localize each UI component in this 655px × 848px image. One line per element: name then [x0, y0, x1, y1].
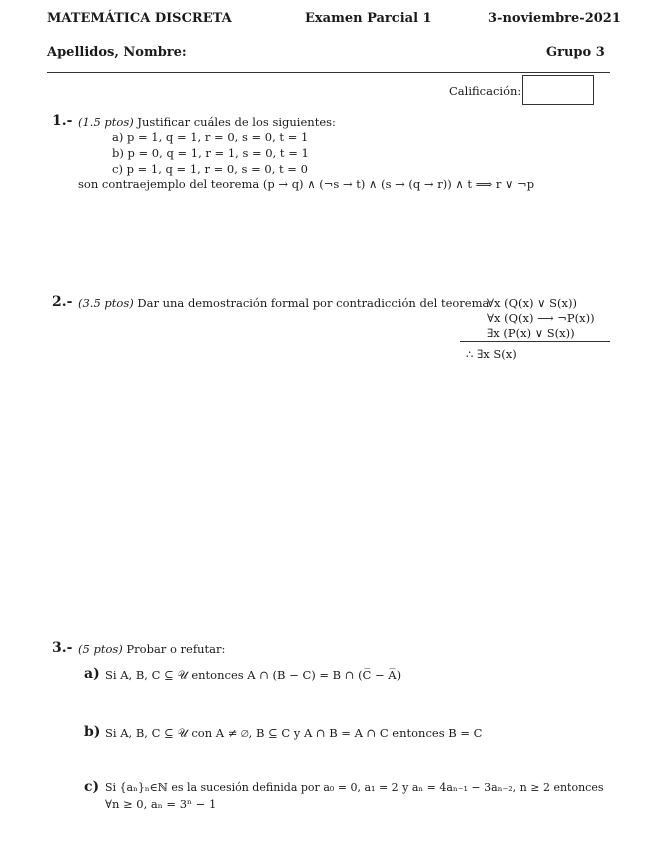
q3-part-b-label: b) — [84, 724, 101, 740]
q3-part-b-text: Si A, B, C ⊆ 𝒰 con A ≠ ∅, B ⊆ C y A ∩ B = A ∩ C entonces B = C — [105, 726, 483, 740]
q3-statement — [78, 641, 225, 657]
q2-premise-2: ∀x (Q(x) ⟶ ¬P(x)) — [487, 311, 595, 325]
q3-number: 3.- — [52, 640, 73, 656]
q2-premise-3: ∃x (P(x) ∨ S(x)) — [487, 326, 575, 340]
q1-number: 1.- — [52, 113, 73, 129]
grade-label: Calificación: — [449, 84, 522, 98]
grade-box — [522, 75, 594, 105]
name-label: Apellidos, Nombre: — [47, 45, 187, 60]
q2-premise-1: ∀x (Q(x) ∨ S(x)) — [487, 296, 578, 310]
q1-prompt: Justificar cuáles de los siguientes: — [137, 115, 336, 129]
course-title: MATEMÁTICA DISCRETA — [47, 11, 232, 26]
exam-title: Examen Parcial 1 — [305, 11, 432, 26]
q3-part-a-label: a) — [84, 666, 100, 682]
group-label: Grupo 3 — [546, 45, 605, 60]
q3-part-c-text-2: ∀n ≥ 0, aₙ = 3ⁿ − 1 — [105, 797, 217, 811]
q2-statement — [78, 295, 489, 311]
q1-points: (1.5 ptos) — [78, 115, 134, 129]
exam-date: 3-noviembre-2021 — [488, 11, 621, 26]
q3-part-a-text: Si A, B, C ⊆ 𝒰 entonces A ∩ (B − C) = B ∩ (C̅ − A̅) — [105, 668, 402, 682]
q2-points: (3.5 ptos) — [78, 296, 134, 310]
q3-prompt: Probar o refutar: — [126, 642, 226, 656]
q2-argument-line — [460, 341, 610, 342]
q2-prompt: Dar una demostración formal por contradicción del teorema — [137, 296, 490, 310]
q3-part-c-label: c) — [84, 779, 100, 795]
q1-option-b: b) p = 0, q = 1, r = 1, s = 0, t = 1 — [112, 146, 309, 160]
q3-points: (5 ptos) — [78, 642, 123, 656]
q1-option-c: c) p = 1, q = 1, r = 0, s = 0, t = 0 — [112, 162, 308, 176]
q1-option-a: a) p = 1, q = 1, r = 0, s = 0, t = 1 — [112, 130, 309, 144]
q1-statement — [78, 114, 336, 130]
q2-conclusion: ∴ ∃x S(x) — [466, 347, 517, 361]
q3-part-c-text: Si {aₙ}ₙ∈ℕ es la sucesión definida por a₀ = 0, a₁ = 2 y aₙ = 4aₙ₋₁ − 3aₙ₋₂, n ≥ 2 entonces — [105, 781, 604, 794]
header-divider — [47, 72, 610, 73]
q2-number: 2.- — [52, 294, 73, 310]
q1-conclusion: son contraejemplo del teorema (p → q) ∧ (¬s → t) ∧ (s → (q → r)) ∧ t ⟹ r ∨ ¬p — [78, 177, 535, 191]
